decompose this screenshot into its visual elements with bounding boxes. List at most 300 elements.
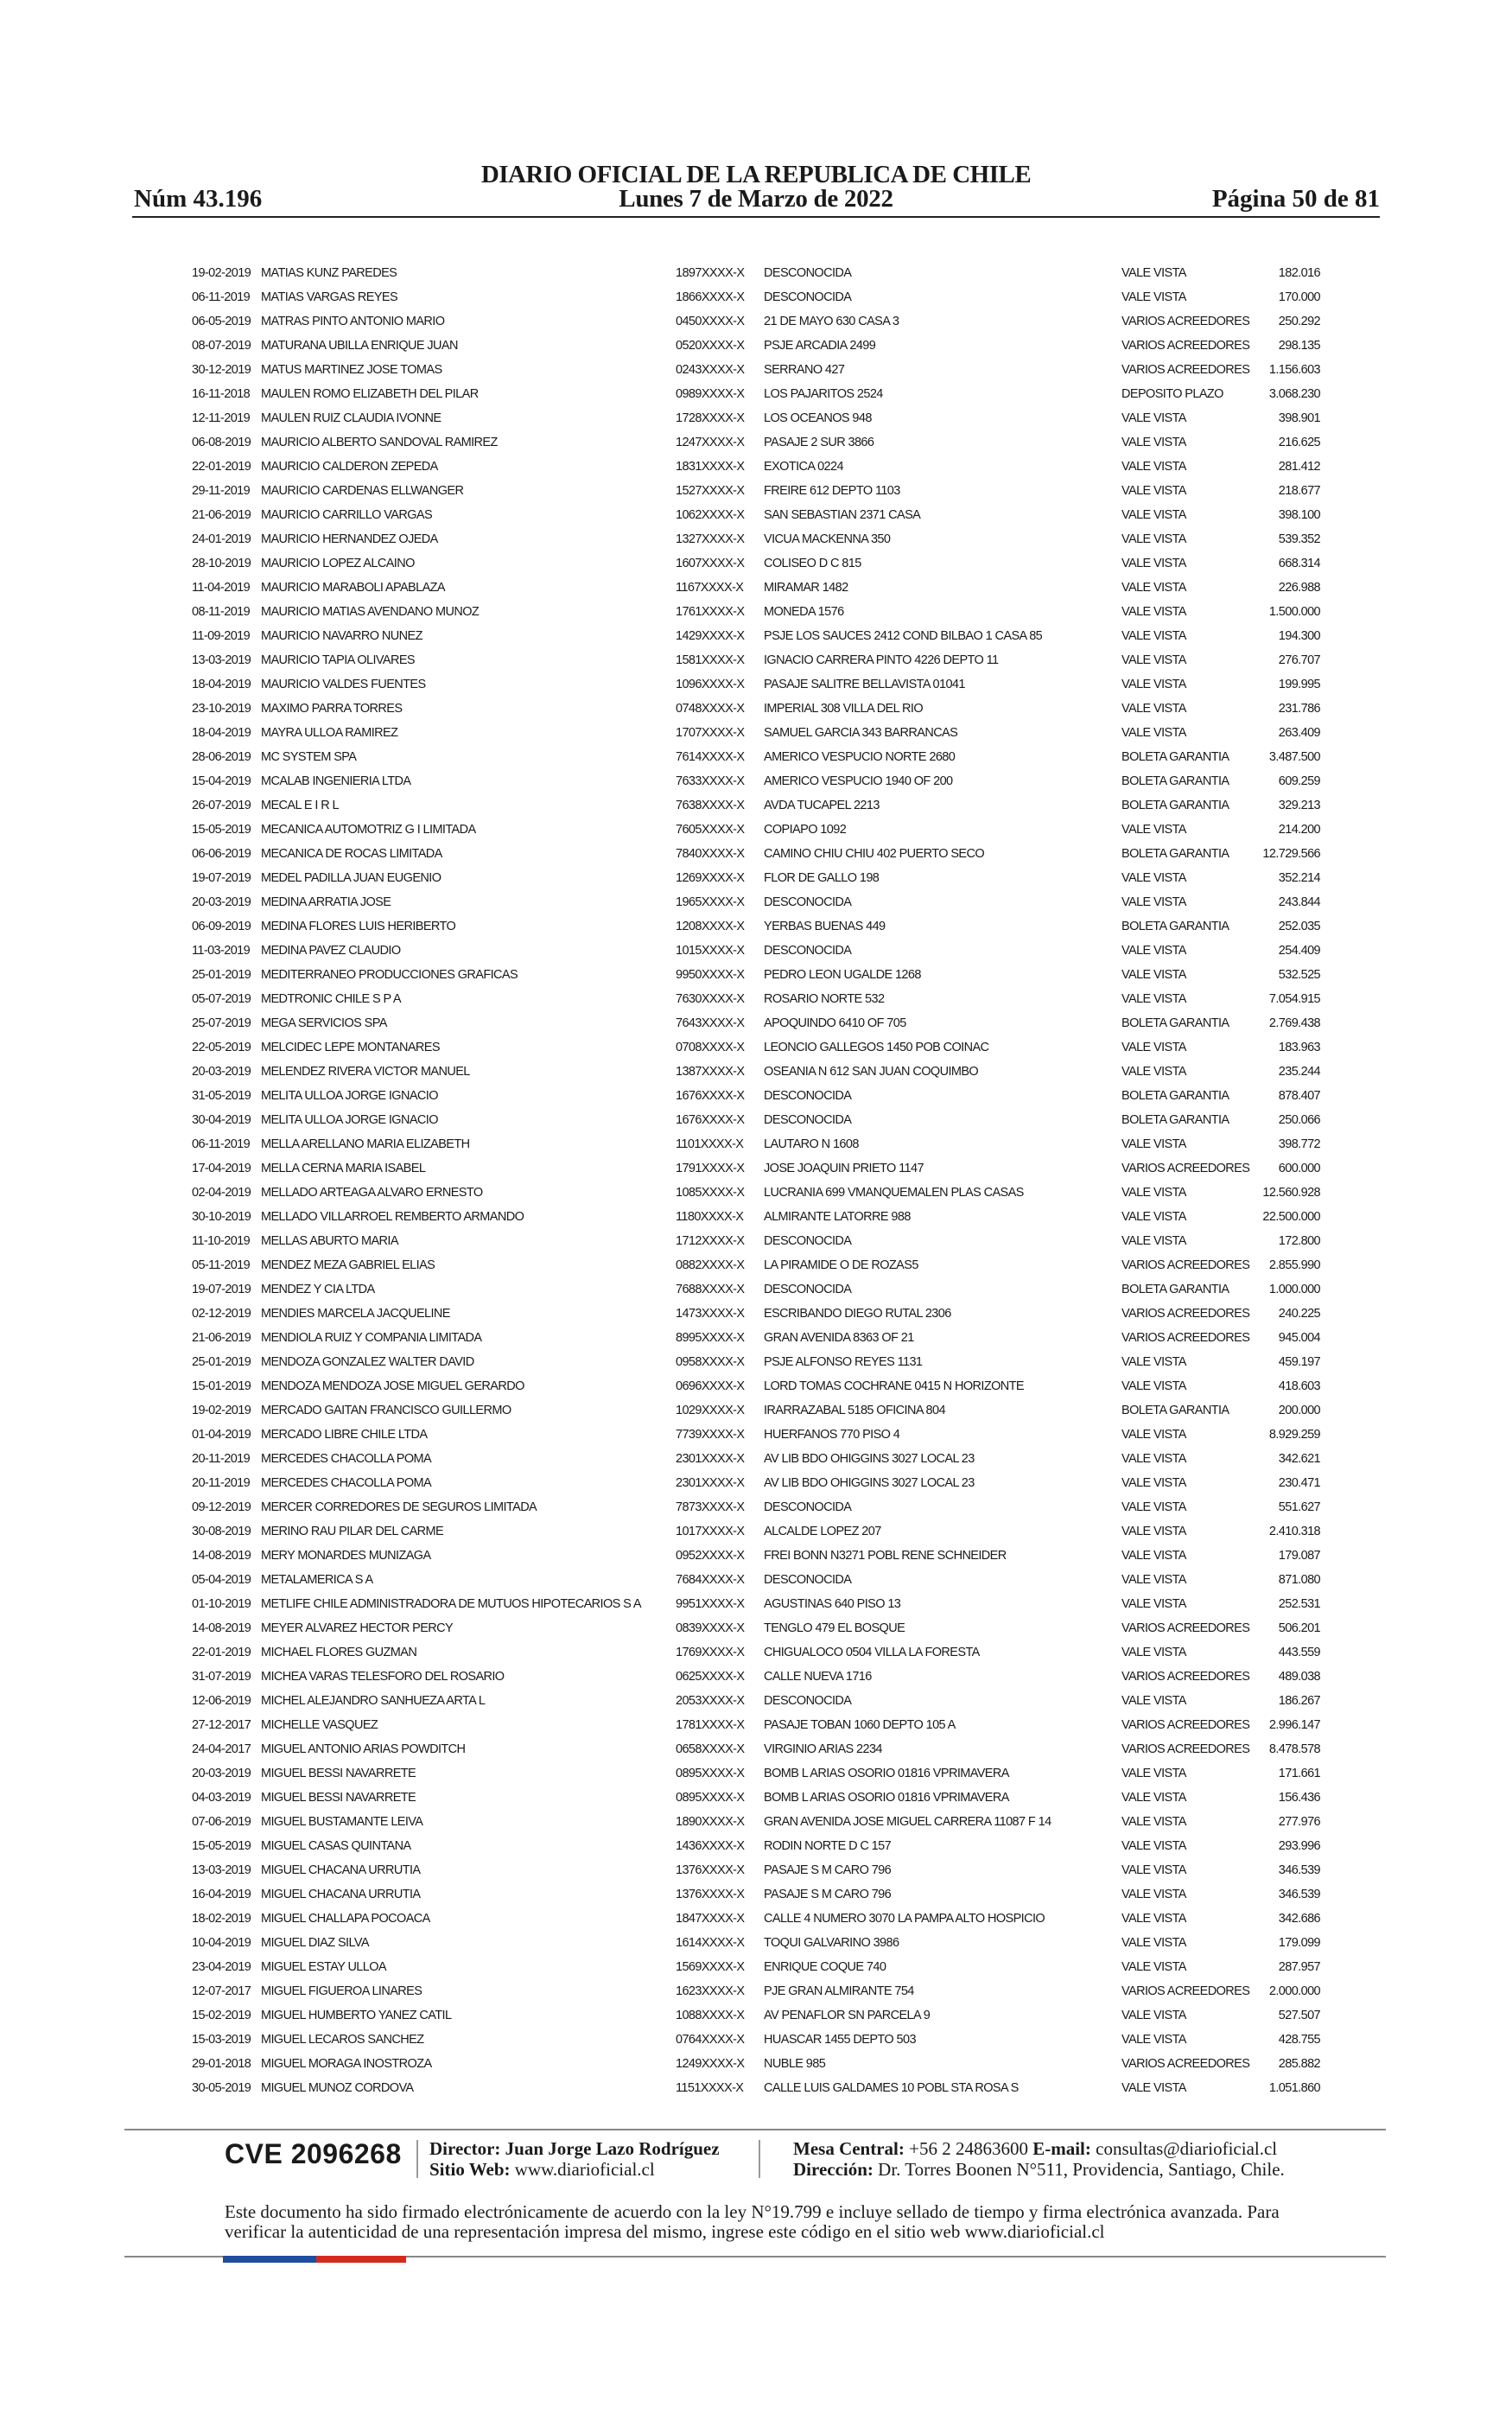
record-date: 13-03-2019 bbox=[192, 653, 251, 667]
record-rut: 1180XXXX-X bbox=[676, 1210, 744, 1224]
record-rut: 7739XXXX-X bbox=[676, 1428, 745, 1442]
table-row bbox=[0, 890, 1512, 914]
record-amount: 254.409 bbox=[1278, 944, 1320, 958]
page-number: Página 50 de 81 bbox=[1211, 185, 1380, 213]
record-address: COLISEO D C 815 bbox=[764, 557, 861, 570]
record-rut: 1769XXXX-X bbox=[676, 1646, 745, 1659]
record-date: 31-05-2019 bbox=[192, 1089, 251, 1103]
flag-stripe-blue bbox=[223, 2256, 316, 2263]
record-address: LUCRANIA 699 VMANQUEMALEN PLAS CASAS bbox=[764, 1186, 1024, 1200]
record-amount: 527.507 bbox=[1278, 2009, 1320, 2022]
table-row bbox=[0, 987, 1512, 1011]
record-name: MELLAS ABURTO MARIA bbox=[261, 1234, 398, 1248]
table-row bbox=[0, 1689, 1512, 1713]
record-amount: 551.627 bbox=[1278, 1500, 1320, 1514]
record-document-type: VARIOS ACREEDORES bbox=[1121, 1984, 1250, 1998]
record-date: 16-04-2019 bbox=[192, 1888, 251, 1901]
record-date: 28-06-2019 bbox=[192, 750, 251, 764]
record-document-type: VARIOS ACREEDORES bbox=[1121, 1307, 1250, 1321]
record-document-type: BOLETA GARANTIA bbox=[1121, 750, 1229, 764]
record-name: MELCIDEC LEPE MONTANARES bbox=[261, 1041, 440, 1054]
record-date: 20-03-2019 bbox=[192, 1767, 251, 1780]
record-date: 29-11-2019 bbox=[192, 484, 251, 498]
table-row bbox=[0, 648, 1512, 672]
record-address: AVDA TUCAPEL 2213 bbox=[764, 799, 880, 812]
record-document-type: VALE VISTA bbox=[1121, 1960, 1186, 1974]
site-link[interactable]: www.diarioficial.cl bbox=[514, 2159, 655, 2180]
record-date: 11-10-2019 bbox=[192, 1234, 251, 1248]
record-amount: 1.000.000 bbox=[1268, 1283, 1320, 1296]
table-row bbox=[0, 2028, 1512, 2052]
record-date: 31-07-2019 bbox=[192, 1670, 251, 1684]
record-address: FLOR DE GALLO 198 bbox=[764, 871, 880, 885]
record-address: PJE GRAN ALMIRANTE 754 bbox=[764, 1984, 914, 1998]
table-row bbox=[0, 1979, 1512, 2003]
record-amount: 240.225 bbox=[1278, 1307, 1320, 1321]
record-rut: 1429XXXX-X bbox=[676, 629, 745, 643]
table-row bbox=[0, 1253, 1512, 1277]
record-name: METALAMERICA S A bbox=[261, 1573, 373, 1587]
record-document-type: VARIOS ACREEDORES bbox=[1121, 2057, 1250, 2071]
table-row bbox=[0, 1786, 1512, 1810]
record-document-type: VALE VISTA bbox=[1121, 702, 1186, 716]
table-row bbox=[0, 1761, 1512, 1786]
record-rut: 1866XXXX-X bbox=[676, 290, 745, 304]
table-row bbox=[0, 1205, 1512, 1229]
record-address: SAMUEL GARCIA 343 BARRANCAS bbox=[764, 726, 958, 740]
record-rut: 0450XXXX-X bbox=[676, 315, 745, 328]
record-date: 28-10-2019 bbox=[192, 557, 251, 570]
footer-divider bbox=[124, 2129, 1386, 2130]
record-rut: 0989XXXX-X bbox=[676, 387, 745, 401]
record-name: MEDINA FLORES LUIS HERIBERTO bbox=[261, 920, 456, 933]
record-address: CALLE NUEVA 1716 bbox=[764, 1670, 872, 1684]
record-rut: 1676XXXX-X bbox=[676, 1113, 745, 1127]
record-date: 05-07-2019 bbox=[192, 992, 251, 1006]
record-address: SAN SEBASTIAN 2371 CASA bbox=[764, 508, 921, 522]
table-row bbox=[0, 1181, 1512, 1205]
record-rut: 1676XXXX-X bbox=[676, 1089, 745, 1103]
record-date: 14-08-2019 bbox=[192, 1549, 251, 1563]
record-name: MERCADO GAITAN FRANCISCO GUILLERMO bbox=[261, 1404, 511, 1417]
record-rut: 1581XXXX-X bbox=[676, 653, 745, 667]
record-address: IRARRAZABAL 5185 OFICINA 804 bbox=[764, 1404, 945, 1417]
record-amount: 243.844 bbox=[1278, 895, 1320, 909]
record-name: MAURICIO MARABOLI APABLAZA bbox=[261, 581, 445, 595]
page-header bbox=[0, 0, 1512, 225]
record-date: 20-11-2019 bbox=[192, 1476, 251, 1490]
record-date: 11-03-2019 bbox=[192, 944, 251, 958]
record-document-type: VALE VISTA bbox=[1121, 1234, 1186, 1248]
record-amount: 263.409 bbox=[1278, 726, 1320, 740]
record-amount: 609.259 bbox=[1278, 774, 1320, 788]
record-amount: 398.100 bbox=[1278, 508, 1320, 522]
record-rut: 1376XXXX-X bbox=[676, 1863, 745, 1877]
email-label: E-mail: bbox=[1032, 2138, 1091, 2159]
director-line bbox=[429, 2138, 720, 2159]
record-amount: 398.772 bbox=[1278, 1137, 1320, 1151]
record-rut: 0520XXXX-X bbox=[676, 339, 745, 353]
record-rut: 1614XXXX-X bbox=[676, 1936, 745, 1950]
record-amount: 276.707 bbox=[1278, 653, 1320, 667]
table-row bbox=[0, 406, 1512, 430]
record-rut: 1527XXXX-X bbox=[676, 484, 745, 498]
table-row bbox=[0, 1858, 1512, 1882]
record-name: MAYRA ULLOA RAMIREZ bbox=[261, 726, 398, 740]
record-amount: 12.729.566 bbox=[1262, 847, 1320, 861]
record-date: 20-11-2019 bbox=[192, 1452, 251, 1466]
record-rut: 1473XXXX-X bbox=[676, 1307, 745, 1321]
record-name: MECANICA DE ROCAS LIMITADA bbox=[261, 847, 442, 861]
record-rut: 0952XXXX-X bbox=[676, 1549, 745, 1563]
record-date: 14-08-2019 bbox=[192, 1621, 251, 1635]
record-document-type: VALE VISTA bbox=[1121, 944, 1186, 958]
record-name: MICHEL ALEJANDRO SANHUEZA ARTA L bbox=[261, 1694, 486, 1708]
record-address: PASAJE S M CARO 796 bbox=[764, 1863, 892, 1877]
record-amount: 226.988 bbox=[1278, 581, 1320, 595]
record-document-type: VALE VISTA bbox=[1121, 2033, 1186, 2047]
record-document-type: VALE VISTA bbox=[1121, 1210, 1186, 1224]
record-amount: 231.786 bbox=[1278, 702, 1320, 716]
record-amount: 199.995 bbox=[1278, 678, 1320, 691]
table-row bbox=[0, 745, 1512, 769]
record-rut: 9951XXXX-X bbox=[676, 1597, 745, 1611]
record-document-type: VALE VISTA bbox=[1121, 1888, 1186, 1901]
record-date: 22-05-2019 bbox=[192, 1041, 251, 1054]
record-name: MIGUEL CASAS QUINTANA bbox=[261, 1839, 411, 1853]
record-document-type: VALE VISTA bbox=[1121, 992, 1186, 1006]
table-row bbox=[0, 1665, 1512, 1689]
record-date: 01-04-2019 bbox=[192, 1428, 251, 1442]
record-document-type: VARIOS ACREEDORES bbox=[1121, 1162, 1250, 1175]
record-name: MIGUEL FIGUEROA LINARES bbox=[261, 1984, 422, 1998]
mesa-line bbox=[793, 2138, 1277, 2159]
table-row bbox=[0, 1374, 1512, 1398]
record-document-type: VARIOS ACREEDORES bbox=[1121, 363, 1250, 377]
record-date: 25-01-2019 bbox=[192, 968, 251, 982]
record-rut: 1387XXXX-X bbox=[676, 1065, 745, 1079]
record-amount: 668.314 bbox=[1278, 557, 1320, 570]
address-label: Dirección: bbox=[793, 2159, 874, 2180]
record-address: HUASCAR 1455 DEPTO 503 bbox=[764, 2033, 916, 2047]
record-name: MEDINA PAVEZ CLAUDIO bbox=[261, 944, 401, 958]
record-rut: 9950XXXX-X bbox=[676, 968, 745, 982]
record-date: 02-12-2019 bbox=[192, 1307, 251, 1321]
record-amount: 428.755 bbox=[1278, 2033, 1320, 2047]
record-address: LEONCIO GALLEGOS 1450 POB COINAC bbox=[764, 1041, 989, 1054]
table-row bbox=[0, 1277, 1512, 1302]
record-address: DESCONOCIDA bbox=[764, 1500, 852, 1514]
table-row bbox=[0, 600, 1512, 624]
record-date: 06-06-2019 bbox=[192, 847, 251, 861]
record-date: 30-08-2019 bbox=[192, 1525, 251, 1538]
record-date: 22-01-2019 bbox=[192, 1646, 251, 1659]
record-name: MENDIES MARCELA JACQUELINE bbox=[261, 1307, 450, 1321]
record-date: 20-03-2019 bbox=[192, 1065, 251, 1079]
record-date: 05-04-2019 bbox=[192, 1573, 251, 1587]
record-date: 06-11-2019 bbox=[192, 1137, 251, 1151]
record-document-type: VALE VISTA bbox=[1121, 678, 1186, 691]
record-address: 21 DE MAYO 630 CASA 3 bbox=[764, 315, 899, 328]
table-row bbox=[0, 1350, 1512, 1374]
record-date: 19-07-2019 bbox=[192, 1283, 251, 1296]
table-row bbox=[0, 1616, 1512, 1640]
record-document-type: VALE VISTA bbox=[1121, 1428, 1186, 1442]
record-address: GRAN AVENIDA 8363 OF 21 bbox=[764, 1331, 914, 1345]
footer-separator bbox=[416, 2140, 418, 2178]
record-amount: 342.686 bbox=[1278, 1912, 1320, 1926]
table-row bbox=[0, 358, 1512, 382]
record-address: PASAJE SALITRE BELLAVISTA 01041 bbox=[764, 678, 965, 691]
record-amount: 194.300 bbox=[1278, 629, 1320, 643]
record-address: LORD TOMAS COCHRANE 0415 N HORIZONTE bbox=[764, 1379, 1024, 1393]
table-row bbox=[0, 2003, 1512, 2028]
record-name: MERY MONARDES MUNIZAGA bbox=[261, 1549, 431, 1563]
record-date: 24-04-2017 bbox=[192, 1742, 251, 1756]
record-name: MENDOZA GONZALEZ WALTER DAVID bbox=[261, 1355, 474, 1369]
record-name: MELLA CERNA MARIA ISABEL bbox=[261, 1162, 426, 1175]
record-address: PSJE ALFONSO REYES 1131 bbox=[764, 1355, 923, 1369]
record-name: MIGUEL BESSI NAVARRETE bbox=[261, 1791, 416, 1805]
record-amount: 3.487.500 bbox=[1268, 750, 1320, 764]
table-row bbox=[0, 1302, 1512, 1326]
record-amount: 277.976 bbox=[1278, 1815, 1320, 1829]
record-rut: 0658XXXX-X bbox=[676, 1742, 745, 1756]
record-rut: 7684XXXX-X bbox=[676, 1573, 745, 1587]
record-name: MERINO RAU PILAR DEL CARME bbox=[261, 1525, 444, 1538]
record-date: 30-12-2019 bbox=[192, 363, 251, 377]
record-document-type: VALE VISTA bbox=[1121, 436, 1186, 449]
record-name: MELENDEZ RIVERA VICTOR MANUEL bbox=[261, 1065, 470, 1079]
record-address: DESCONOCIDA bbox=[764, 1573, 852, 1587]
record-name: MIGUEL CHACANA URRUTIA bbox=[261, 1863, 421, 1877]
record-name: MAXIMO PARRA TORRES bbox=[261, 702, 403, 716]
record-address: IMPERIAL 308 VILLA DEL RIO bbox=[764, 702, 924, 716]
record-document-type: VALE VISTA bbox=[1121, 1573, 1186, 1587]
record-rut: 1707XXXX-X bbox=[676, 726, 745, 740]
record-date: 12-07-2017 bbox=[192, 1984, 251, 1998]
record-date: 21-06-2019 bbox=[192, 508, 251, 522]
record-rut: 1847XXXX-X bbox=[676, 1912, 745, 1926]
table-row bbox=[0, 2076, 1512, 2100]
record-name: MIGUEL CHACANA URRUTIA bbox=[261, 1888, 421, 1901]
record-address: APOQUINDO 6410 OF 705 bbox=[764, 1016, 906, 1030]
record-address: PSJE ARCADIA 2499 bbox=[764, 339, 876, 353]
record-amount: 172.800 bbox=[1278, 1234, 1320, 1248]
record-document-type: VALE VISTA bbox=[1121, 1500, 1186, 1514]
record-document-type: VALE VISTA bbox=[1121, 1863, 1186, 1877]
record-address: DESCONOCIDA bbox=[764, 944, 852, 958]
record-date: 04-03-2019 bbox=[192, 1791, 251, 1805]
record-date: 06-08-2019 bbox=[192, 436, 251, 449]
record-rut: 0764XXXX-X bbox=[676, 2033, 745, 2047]
record-name: MELLA ARELLANO MARIA ELIZABETH bbox=[261, 1137, 470, 1151]
record-amount: 443.559 bbox=[1278, 1646, 1320, 1659]
record-rut: 1831XXXX-X bbox=[676, 460, 745, 474]
record-document-type: VALE VISTA bbox=[1121, 1646, 1186, 1659]
record-amount: 216.625 bbox=[1278, 436, 1320, 449]
table-row bbox=[0, 697, 1512, 721]
record-name: MENDOZA MENDOZA JOSE MIGUEL GERARDO bbox=[261, 1379, 524, 1393]
table-row bbox=[0, 1084, 1512, 1108]
record-amount: 329.213 bbox=[1278, 799, 1320, 812]
table-row bbox=[0, 1907, 1512, 1931]
record-rut: 1249XXXX-X bbox=[676, 2057, 745, 2071]
table-row bbox=[0, 576, 1512, 600]
record-rut: 1569XXXX-X bbox=[676, 1960, 745, 1974]
cve-code: CVE 2096268 bbox=[225, 2138, 402, 2169]
record-amount: 156.436 bbox=[1278, 1791, 1320, 1805]
flag-stripe-red bbox=[316, 2256, 406, 2263]
record-date: 15-03-2019 bbox=[192, 2033, 251, 2047]
record-date: 18-04-2019 bbox=[192, 726, 251, 740]
record-date: 30-04-2019 bbox=[192, 1113, 251, 1127]
table-row bbox=[0, 1931, 1512, 1955]
record-address: RODIN NORTE D C 157 bbox=[764, 1839, 892, 1853]
record-amount: 506.201 bbox=[1278, 1621, 1320, 1635]
record-address: AMERICO VESPUCIO 1940 OF 200 bbox=[764, 774, 953, 788]
record-rut: 1096XXXX-X bbox=[676, 678, 745, 691]
record-name: MATIAS KUNZ PAREDES bbox=[261, 266, 397, 280]
record-amount: 186.267 bbox=[1278, 1694, 1320, 1708]
record-address: ESCRIBANDO DIEGO RUTAL 2306 bbox=[764, 1307, 951, 1321]
record-address: FREIRE 612 DEPTO 1103 bbox=[764, 484, 900, 498]
record-document-type: VALE VISTA bbox=[1121, 1791, 1186, 1805]
record-document-type: VALE VISTA bbox=[1121, 968, 1186, 982]
site-line bbox=[429, 2159, 655, 2180]
record-document-type: VALE VISTA bbox=[1121, 653, 1186, 667]
record-document-type: VALE VISTA bbox=[1121, 1355, 1186, 1369]
record-rut: 0895XXXX-X bbox=[676, 1767, 745, 1780]
record-amount: 218.677 bbox=[1278, 484, 1320, 498]
record-rut: 1167XXXX-X bbox=[676, 581, 744, 595]
record-document-type: VALE VISTA bbox=[1121, 1525, 1186, 1538]
header-divider bbox=[132, 216, 1380, 218]
table-row bbox=[0, 1156, 1512, 1181]
table-row bbox=[0, 1882, 1512, 1907]
record-address: DESCONOCIDA bbox=[764, 1694, 852, 1708]
record-name: MELLADO VILLARROEL REMBERTO ARMANDO bbox=[261, 1210, 524, 1224]
record-name: MAURICIO HERNANDEZ OJEDA bbox=[261, 532, 438, 546]
record-rut: 1712XXXX-X bbox=[676, 1234, 745, 1248]
record-amount: 230.471 bbox=[1278, 1476, 1320, 1490]
record-document-type: VALE VISTA bbox=[1121, 629, 1186, 643]
table-row bbox=[0, 1568, 1512, 1592]
record-address: CAMINO CHIU CHIU 402 PUERTO SECO bbox=[764, 847, 985, 861]
record-rut: 1761XXXX-X bbox=[676, 605, 745, 619]
record-date: 18-04-2019 bbox=[192, 678, 251, 691]
record-date: 18-02-2019 bbox=[192, 1912, 251, 1926]
record-date: 23-04-2019 bbox=[192, 1960, 251, 1974]
record-date: 30-05-2019 bbox=[192, 2081, 251, 2095]
record-amount: 250.066 bbox=[1278, 1113, 1320, 1127]
email-link[interactable]: consultas@diarioficial.cl bbox=[1096, 2138, 1278, 2159]
record-address: DESCONOCIDA bbox=[764, 1234, 852, 1248]
record-name: MIGUEL ESTAY ULLOA bbox=[261, 1960, 386, 1974]
record-rut: 1791XXXX-X bbox=[676, 1162, 745, 1175]
record-document-type: VALE VISTA bbox=[1121, 508, 1186, 522]
record-rut: 7873XXXX-X bbox=[676, 1500, 745, 1514]
record-amount: 2.000.000 bbox=[1268, 1984, 1320, 1998]
record-address: AV LIB BDO OHIGGINS 3027 LOCAL 23 bbox=[764, 1476, 975, 1490]
record-address: VICUA MACKENNA 350 bbox=[764, 532, 891, 546]
record-document-type: VALE VISTA bbox=[1121, 557, 1186, 570]
record-amount: 945.004 bbox=[1278, 1331, 1320, 1345]
table-row bbox=[0, 1737, 1512, 1761]
table-row bbox=[0, 963, 1512, 987]
record-rut: 7630XXXX-X bbox=[676, 992, 745, 1006]
table-row bbox=[0, 382, 1512, 406]
record-document-type: VALE VISTA bbox=[1121, 1767, 1186, 1780]
table-row bbox=[0, 1398, 1512, 1423]
record-address: AGUSTINAS 640 PISO 13 bbox=[764, 1597, 901, 1611]
record-document-type: BOLETA GARANTIA bbox=[1121, 1283, 1229, 1296]
issue-number: Núm 43.196 bbox=[134, 185, 263, 213]
site-label: Sitio Web: bbox=[429, 2159, 511, 2180]
record-name: METLIFE CHILE ADMINISTRADORA DE MUTUOS HIPOTECARIOS S A bbox=[261, 1597, 641, 1611]
record-document-type: VALE VISTA bbox=[1121, 1815, 1186, 1829]
record-name: MERCEDES CHACOLLA POMA bbox=[261, 1476, 432, 1490]
record-date: 17-04-2019 bbox=[192, 1162, 251, 1175]
table-row bbox=[0, 1011, 1512, 1035]
record-date: 20-03-2019 bbox=[192, 895, 251, 909]
table-row bbox=[0, 1955, 1512, 1979]
record-amount: 171.661 bbox=[1278, 1767, 1320, 1780]
record-document-type: BOLETA GARANTIA bbox=[1121, 1016, 1229, 1030]
record-address: OSEANIA N 612 SAN JUAN COQUIMBO bbox=[764, 1065, 979, 1079]
record-address: MIRAMAR 1482 bbox=[764, 581, 848, 595]
record-amount: 532.525 bbox=[1278, 968, 1320, 982]
table-row bbox=[0, 1423, 1512, 1447]
record-date: 19-02-2019 bbox=[192, 1404, 251, 1417]
record-amount: 293.996 bbox=[1278, 1839, 1320, 1853]
record-address: AV PENAFLOR SN PARCELA 9 bbox=[764, 2009, 931, 2022]
record-amount: 252.035 bbox=[1278, 920, 1320, 933]
mesa-label: Mesa Central: bbox=[793, 2138, 905, 2159]
record-amount: 539.352 bbox=[1278, 532, 1320, 546]
table-row bbox=[0, 503, 1512, 527]
record-document-type: BOLETA GARANTIA bbox=[1121, 774, 1229, 788]
table-row bbox=[0, 479, 1512, 503]
record-rut: 1269XXXX-X bbox=[676, 871, 745, 885]
record-address: CALLE 4 NUMERO 3070 LA PAMPA ALTO HOSPICIO bbox=[764, 1912, 1045, 1926]
address-value: Dr. Torres Boonen N°511, Providencia, Santiago, Chile. bbox=[878, 2159, 1285, 2180]
record-document-type: VARIOS ACREEDORES bbox=[1121, 1718, 1250, 1732]
table-row bbox=[0, 1834, 1512, 1858]
record-rut: 0708XXXX-X bbox=[676, 1041, 745, 1054]
record-date: 08-11-2019 bbox=[192, 605, 251, 619]
record-amount: 235.244 bbox=[1278, 1065, 1320, 1079]
record-rut: 7643XXXX-X bbox=[676, 1016, 745, 1030]
record-name: MIGUEL MUNOZ CORDOVA bbox=[261, 2081, 414, 2095]
record-document-type: VALE VISTA bbox=[1121, 726, 1186, 740]
table-row bbox=[0, 285, 1512, 309]
table-row bbox=[0, 842, 1512, 866]
record-rut: 7605XXXX-X bbox=[676, 823, 745, 837]
record-date: 06-11-2019 bbox=[192, 290, 251, 304]
record-name: MENDEZ MEZA GABRIEL ELIAS bbox=[261, 1258, 435, 1272]
record-name: MAURICIO VALDES FUENTES bbox=[261, 678, 426, 691]
record-name: MICHAEL FLORES GUZMAN bbox=[261, 1646, 417, 1659]
record-rut: 1376XXXX-X bbox=[676, 1888, 745, 1901]
record-address: DESCONOCIDA bbox=[764, 1283, 852, 1296]
record-document-type: VALE VISTA bbox=[1121, 460, 1186, 474]
record-amount: 287.957 bbox=[1278, 1960, 1320, 1974]
record-address: PASAJE S M CARO 796 bbox=[764, 1888, 892, 1901]
record-document-type: VARIOS ACREEDORES bbox=[1121, 1331, 1250, 1345]
record-address: ALCALDE LOPEZ 207 bbox=[764, 1525, 881, 1538]
record-address: AMERICO VESPUCIO NORTE 2680 bbox=[764, 750, 956, 764]
